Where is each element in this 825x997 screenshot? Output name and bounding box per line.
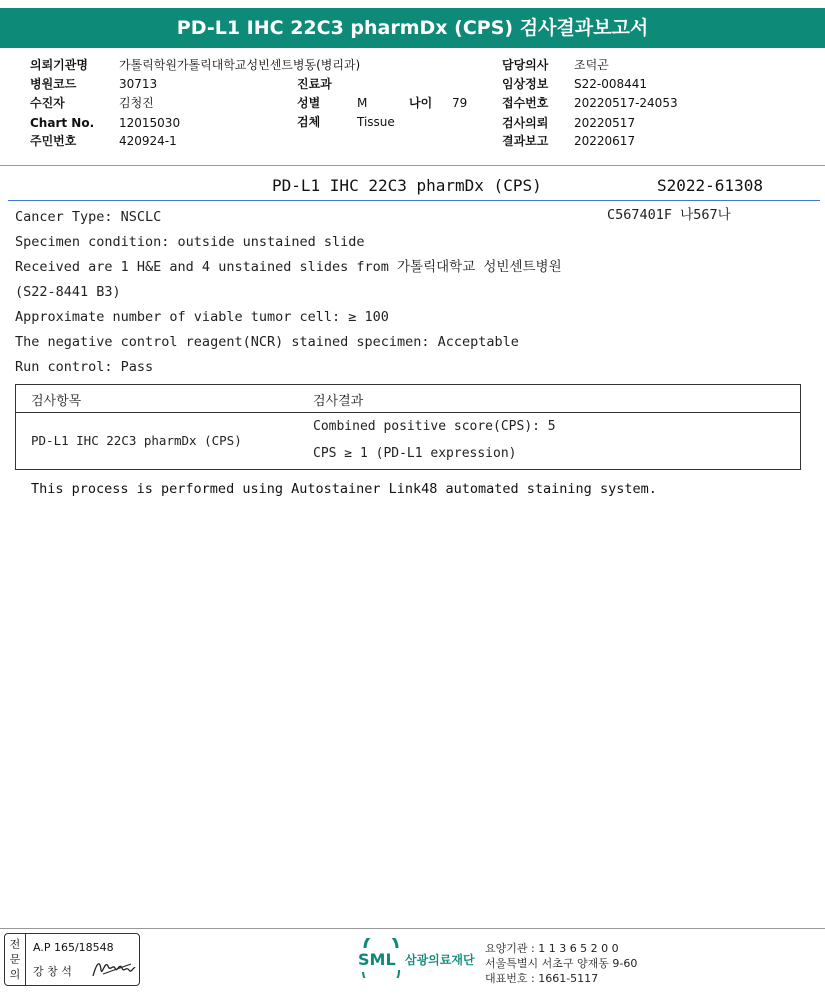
license-number: A.P 165/18548 [33, 941, 114, 954]
organization-address: 서울특별시 서초구 양재동 9-60 [485, 957, 638, 970]
specialist-char-1: 전 [9, 938, 21, 951]
result-table [15, 384, 801, 470]
signer-name: 강 창 석 [33, 965, 72, 978]
table-header-divider [16, 412, 800, 413]
sml-logo-text: SML [358, 950, 396, 969]
cancer-type-line: Cancer Type: NSCLC [15, 209, 162, 225]
negative-control-line: The negative control reagent(NCR) stained specimen: Acceptable [15, 334, 519, 350]
report-number: S2022-61308 [657, 176, 763, 195]
institution-label: 의뢰기관명 [30, 58, 88, 72]
specialist-vertical-label [5, 934, 26, 985]
hospital-code-label: 병원코드 [30, 77, 77, 91]
organization-phone: 대표번호 : 1661-5117 [485, 972, 599, 985]
age-label: 나이 [409, 96, 433, 110]
department-label: 진료과 [297, 77, 332, 91]
block-code: C567401F 나567나 [607, 207, 731, 223]
report-title: PD-L1 IHC 22C3 pharmDx (CPS) [272, 176, 542, 195]
specialist-char-3: 의 [9, 968, 21, 981]
receipt-number-label: 접수번호 [502, 96, 549, 110]
received-slides-line: Received are 1 H&E and 4 unstained slides from 가톨릭대학교 성빈센트병원 [15, 259, 562, 275]
age-value: 79 [452, 96, 468, 110]
title-divider [8, 200, 820, 201]
report-date-label: 결과보고 [502, 134, 549, 148]
receipt-number-value: 20220517-24053 [574, 96, 678, 110]
handwritten-signature [91, 956, 137, 980]
doctor-label: 담당의사 [502, 58, 549, 72]
institution-code: 요양기관 : 1 1 3 6 5 2 0 0 [485, 942, 619, 955]
clinical-info-label: 임상정보 [502, 77, 549, 91]
chart-no-label: Chart No. [30, 116, 95, 130]
table-result-cps-expression: CPS ≥ 1 (PD-L1 expression) [313, 446, 517, 461]
case-number-line: (S22-8441 B3) [15, 284, 121, 300]
header-divider [0, 165, 825, 166]
viable-tumor-cell-line: Approximate number of viable tumor cell: ≥ 100 [15, 309, 389, 325]
patient-name-label: 수진자 [30, 96, 65, 110]
clinical-info-value: S22-008441 [574, 77, 648, 91]
run-control-line: Run control: Pass [15, 359, 154, 375]
resident-id-label: 주민번호 [30, 134, 77, 148]
request-date-label: 검사의뢰 [502, 116, 549, 130]
hospital-code-value: 30713 [119, 77, 158, 91]
footer-divider [0, 928, 825, 929]
organization-name: 삼광의료재단 [405, 953, 475, 967]
specialist-char-2: 문 [9, 953, 21, 966]
doctor-value: 조덕곤 [574, 58, 609, 72]
sml-logo-icon [357, 938, 403, 978]
chart-no-value: 12015030 [119, 116, 181, 130]
signature-box [4, 933, 140, 986]
table-header-result: 검사결과 [313, 394, 364, 409]
report-date-value: 20220617 [574, 134, 636, 148]
specimen-type-value: Tissue [357, 115, 395, 129]
institution-value: 가톨릭학원가톨릭대학교성빈센트병동(병리과) [119, 58, 361, 72]
table-result-cps-score: Combined positive score(CPS): 5 [313, 419, 556, 434]
process-footnote: This process is performed using Autostainer Link48 automated staining system. [31, 481, 657, 497]
table-test-item: PD-L1 IHC 22C3 pharmDx (CPS) [31, 433, 242, 448]
table-header-item: 검사항목 [31, 394, 82, 409]
specimen-condition-line: Specimen condition: outside unstained slide [15, 234, 365, 250]
sex-value: M [357, 96, 368, 110]
sex-label: 성별 [297, 96, 321, 110]
report-header-title: PD-L1 IHC 22C3 pharmDx (CPS) 검사결과보고서 [0, 8, 825, 48]
specimen-type-label: 검체 [297, 115, 321, 129]
patient-name-value: 김청진 [119, 96, 154, 110]
resident-id-value: 420924-1 [119, 134, 177, 148]
request-date-value: 20220517 [574, 116, 636, 130]
